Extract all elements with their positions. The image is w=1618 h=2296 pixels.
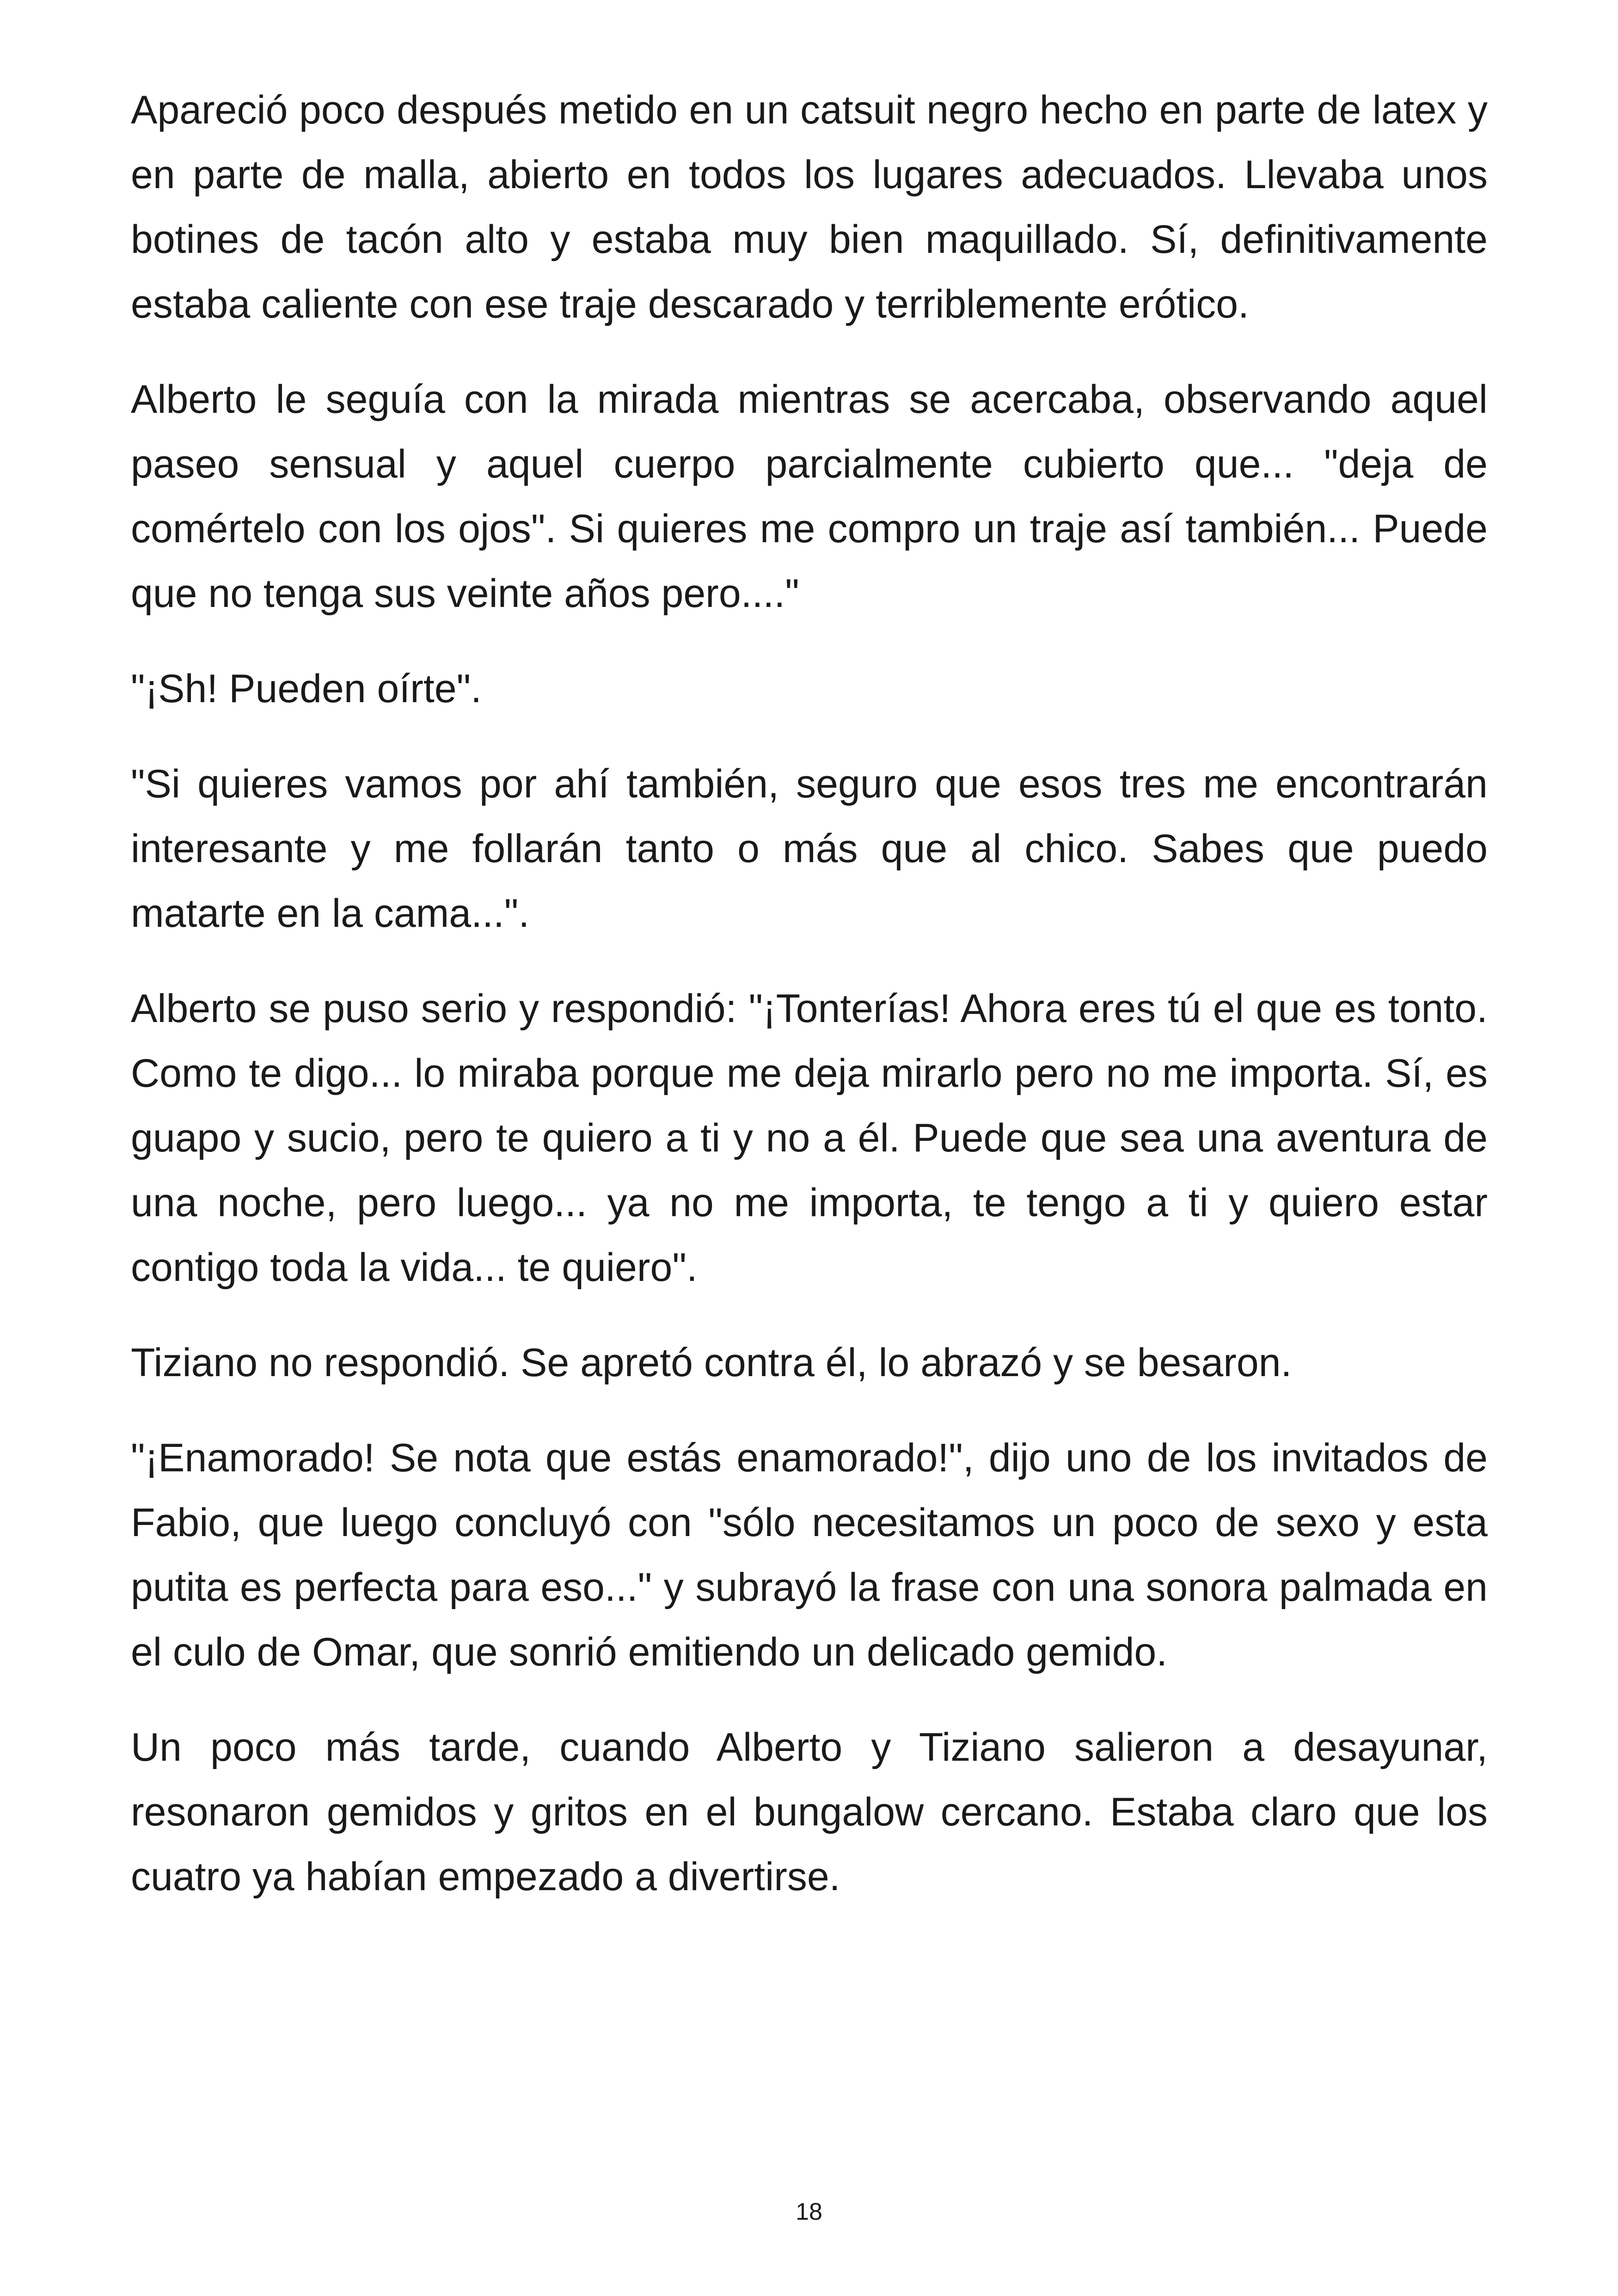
paragraph-5: Alberto se puso serio y respondió: "¡Tonterías! Ahora eres tú el que es tonto. Como te digo... lo miraba porque me deja mirarlo pero no me importa. Sí, es guapo y sucio, pero te quiero a ti y no a él. Puede que sea una aventura de una noche, pero luego... ya no me importa, te tengo a ti y quiero estar contigo toda la vida... te quiero".	[131, 986, 1488, 1290]
paragraph-1: Apareció poco después metido en un catsuit negro hecho en parte de latex y en parte de malla, abierto en todos los lugares adecuados. Llevaba unos botines de tacón alto y estaba muy bien maquillado. Sí, definitivamente estaba caliente con ese traje descarado y terriblemente erótico.	[131, 88, 1488, 326]
page-number: 18	[796, 2198, 822, 2225]
paragraph-2: Alberto le seguía con la mirada mientras se acercaba, observando aquel paseo sensual y aquel cuerpo parcialmente cubierto que... "deja de comértelo con los ojos". Si quieres me compro un traje así también... Puede que no tenga sus veinte años pero...."	[131, 377, 1488, 616]
body-text	[131, 78, 1488, 1940]
paragraph-7: "¡Enamorado! Se nota que estás enamorado!", dijo uno de los invitados de Fabio, que luego concluyó con "sólo necesitamos un poco de sexo y esta putita es perfecta para eso..." y subrayó la frase con una sonora palmada en el culo de Omar, que sonrió emitiendo un delicado gemido.	[131, 1436, 1488, 1674]
paragraph-3: "¡Sh! Pueden oírte".	[131, 667, 482, 711]
paragraph-4: "Si quieres vamos por ahí también, seguro que esos tres me encontrarán interesante y me follarán tanto o más que al chico. Sabes que puedo matarte en la cama...".	[131, 762, 1488, 936]
paragraph-6: Tiziano no respondió. Se apretó contra él, lo abrazó y se besaron.	[131, 1341, 1292, 1385]
paragraph-8: Un poco más tarde, cuando Alberto y Tiziano salieron a desayunar, resonaron gemidos y gritos en el bungalow cercano. Estaba claro que los cuatro ya habían empezado a divertirse.	[131, 1725, 1488, 1899]
